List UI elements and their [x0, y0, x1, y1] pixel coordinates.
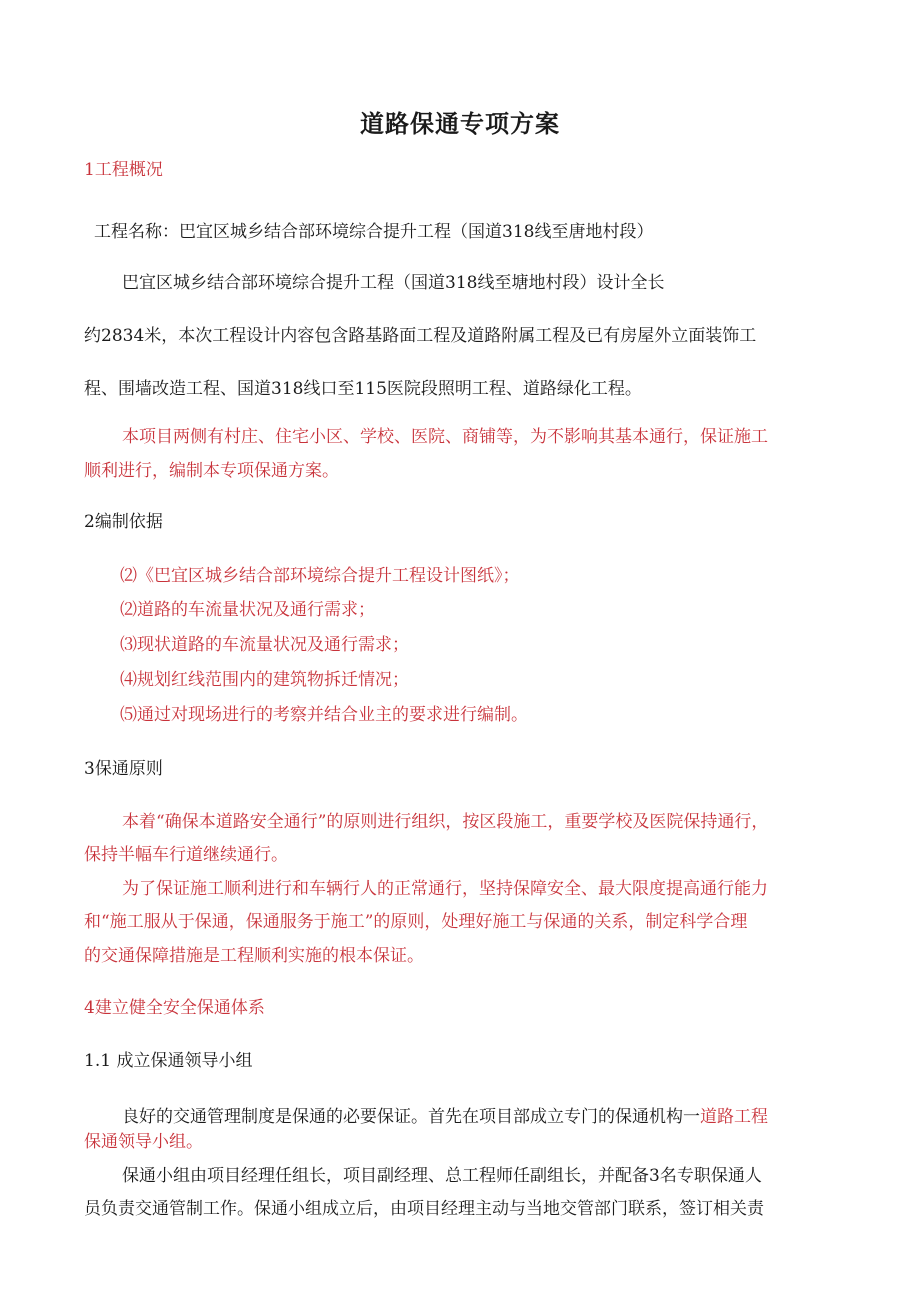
principle-p1-line-2: 保持半幅车行道继续通行。: [84, 845, 288, 865]
leadership-p1-line-1: [122, 1105, 768, 1129]
leadership-p1-line-1-red: 道路工程: [700, 1107, 768, 1127]
project-desc-line-1: 巴宜区城乡结合部环境综合提升工程（国道318线至塘地村段）设计全长: [122, 273, 665, 293]
leadership-p1-line-1-black: 良好的交通管理制度是保通的必要保证。首先在项目部成立专门的保通机构一: [122, 1107, 700, 1127]
basis-item-1: ⑵《巴宜区城乡结合部环境综合提升工程设计图纸》；: [120, 566, 520, 586]
leadership-p1-line-2: 保通领导小组。: [84, 1132, 203, 1152]
leadership-p2-line-1: 保通小组由项目经理任组长，项目副经理、总工程师任副组长，并配备3名专职保通人: [122, 1166, 762, 1186]
purpose-line-1: 本项目两侧有村庄、住宅小区、学校、医院、商铺等，为不影响其基本通行，保证施工: [122, 427, 768, 447]
basis-item-3: ⑶现状道路的车流量状况及通行需求；: [120, 635, 409, 655]
basis-item-4: ⑷规划红线范围内的建筑物拆迁情况；: [120, 670, 409, 690]
section-4-heading: 4建立健全安全保通体系: [84, 998, 265, 1018]
principle-p2-line-1: 为了保证施工顺利进行和车辆行人的正常通行，坚持保障安全、最大限度提高通行能力: [122, 879, 768, 899]
section-2-heading: 2编制依据: [84, 512, 163, 532]
principle-p1-line-1: 本着“确保本道路安全通行”的原则进行组织，按区段施工，重要学校及医院保持通行，: [122, 812, 769, 832]
document-title: 道路保通专项方案: [360, 109, 560, 138]
principle-p2-line-2: 和“施工服从于保通，保通服务于施工”的原则，处理好施工与保通的关系，制定科学合理: [84, 912, 748, 932]
subsection-1-1-heading: 1.1 成立保通领导小组: [84, 1051, 253, 1071]
project-desc-line-2: 约2834米，本次工程设计内容包含路基路面工程及道路附属工程及已有房屋外立面装饰工: [84, 326, 757, 346]
basis-item-5: ⑸通过对现场进行的考察并结合业主的要求进行编制。: [120, 705, 528, 725]
project-name: 工程名称：巴宜区城乡结合部环境综合提升工程（国道318线至唐地村段）: [94, 222, 654, 242]
principle-p2-line-3: 的交通保障措施是工程顺利实施的根本保证。: [84, 946, 424, 966]
project-desc-line-3: 程、围墙改造工程、国道318线口至115医院段照明工程、道路绿化工程。: [84, 379, 642, 399]
section-1-heading: 1工程概况: [84, 160, 163, 180]
basis-item-2: ⑵道路的车流量状况及通行需求；: [120, 600, 375, 620]
section-3-heading: 3保通原则: [84, 759, 163, 779]
purpose-line-2: 顺利进行，编制本专项保通方案。: [84, 461, 339, 481]
leadership-p2-line-2: 员负责交通管制工作。保通小组成立后，由项目经理主动与当地交管部门联系，签订相关责: [84, 1199, 764, 1219]
